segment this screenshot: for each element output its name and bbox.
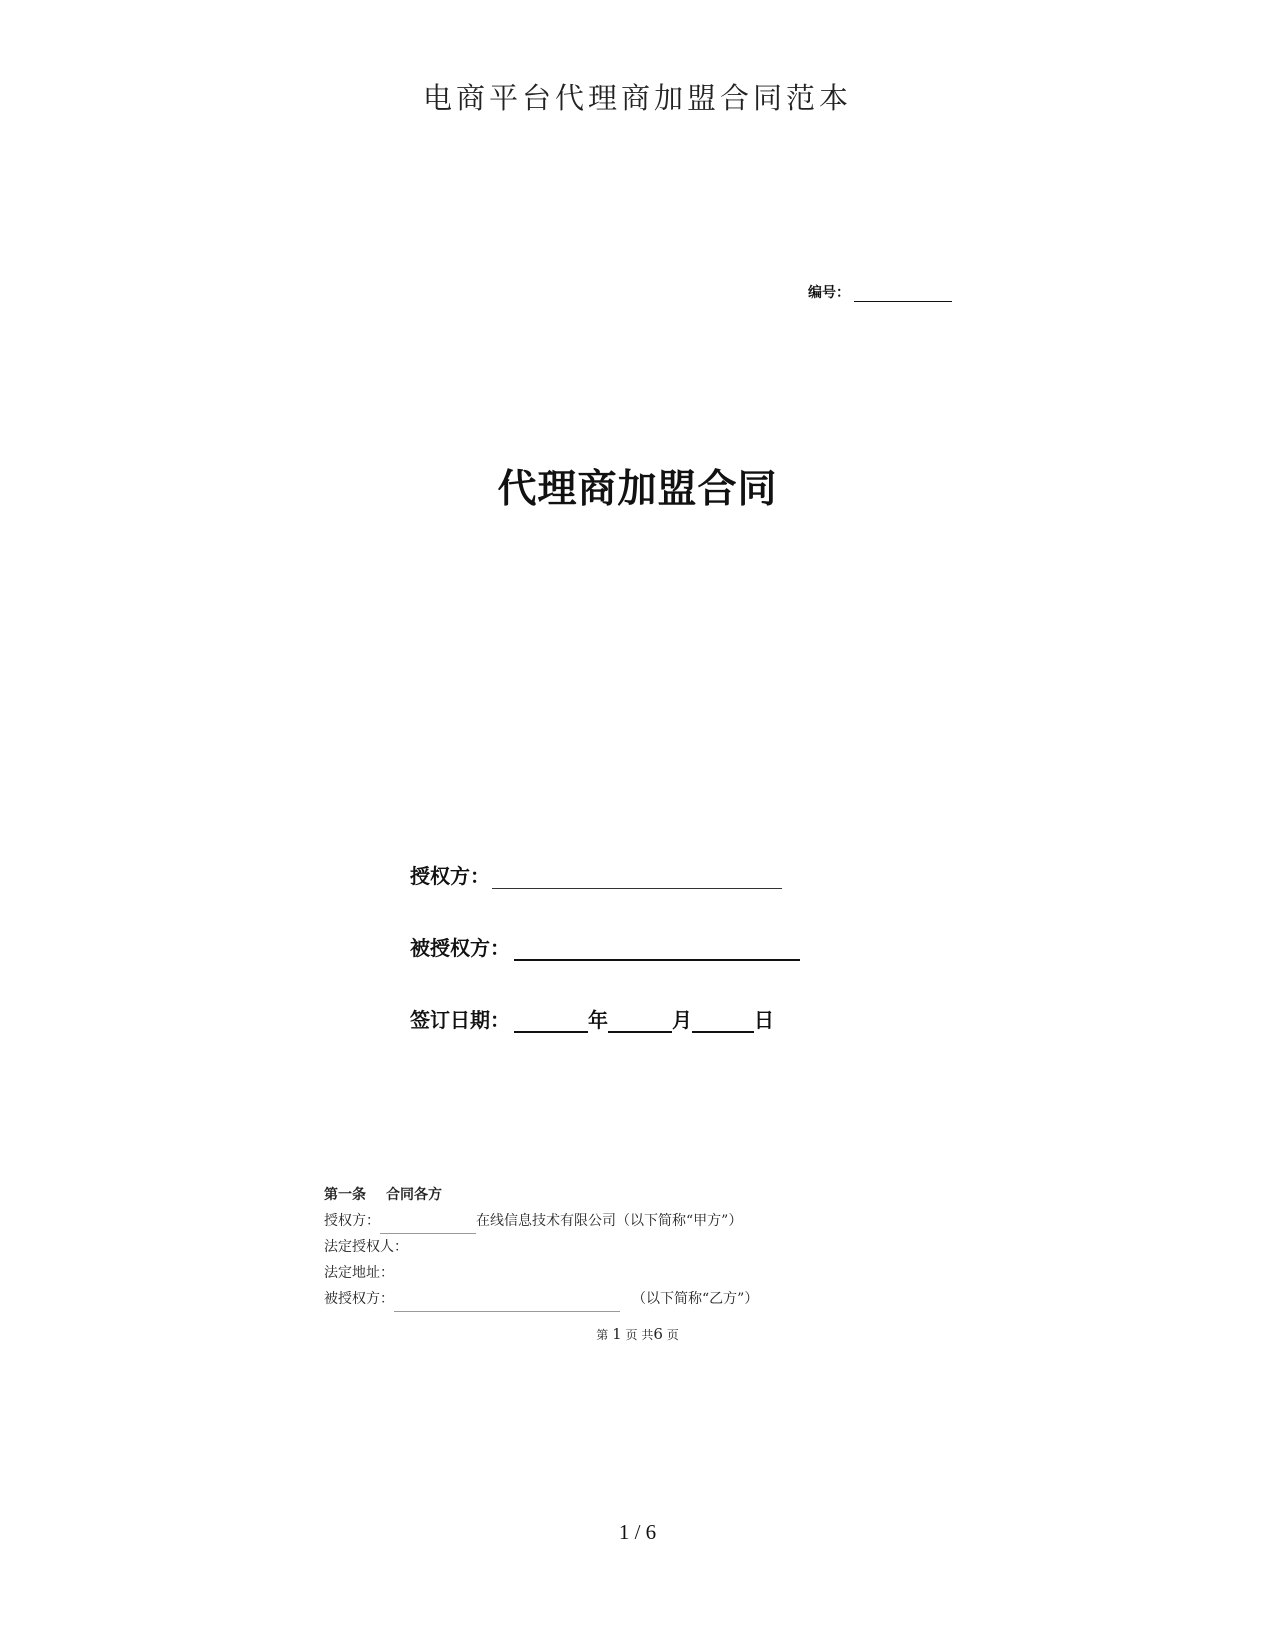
section-number: 第一条	[324, 1187, 366, 1203]
cover-grantee-field	[410, 932, 800, 961]
inner-page-counter	[0, 1325, 1275, 1343]
grantee-row	[324, 1286, 758, 1312]
year-blank	[514, 1011, 588, 1033]
counter-prefix: 第	[596, 1328, 609, 1342]
running-header: 电商平台代理商加盟合同范本	[422, 81, 852, 115]
counter-total: 6	[653, 1325, 663, 1343]
legal-address-row	[324, 1260, 758, 1286]
page-indicator: 1 / 6	[618, 1520, 657, 1544]
serial-number-blank	[854, 287, 952, 302]
grantee-alias: （以下简称“乙方”）	[632, 1291, 759, 1307]
cover-signing-date-field	[410, 1004, 774, 1033]
section-title: 合同各方	[386, 1187, 442, 1203]
cover-grantor-label: 授权方：	[410, 864, 490, 888]
grantor-row	[324, 1208, 758, 1234]
counter-mid: 页 共	[625, 1328, 654, 1342]
grantor-company: 在线信息技术有限公司（以下简称“甲方”）	[476, 1213, 743, 1229]
cover-grantor-blank	[492, 868, 782, 889]
cover-grantee-label: 被授权方：	[410, 936, 510, 960]
legal-rep-label: 法定授权人：	[324, 1239, 408, 1255]
document-title: 代理商加盟合同	[497, 467, 778, 512]
serial-number-field	[808, 282, 952, 302]
year-label: 年	[588, 1008, 608, 1032]
section-contract-parties	[324, 1182, 758, 1312]
cover-grantee-blank	[514, 939, 800, 961]
legal-rep-row	[324, 1234, 758, 1260]
counter-suffix: 页	[666, 1328, 679, 1342]
grantor-label: 授权方：	[324, 1213, 380, 1229]
cover-grantor-field	[410, 860, 782, 889]
legal-address-label: 法定地址：	[324, 1265, 394, 1281]
serial-number-label: 编号：	[808, 285, 850, 301]
month-blank	[608, 1011, 672, 1033]
cover-date-label: 签订日期：	[410, 1008, 510, 1032]
day-blank	[692, 1011, 754, 1033]
day-label: 日	[754, 1008, 774, 1032]
grantor-name-blank	[380, 1217, 476, 1234]
section-heading	[324, 1182, 758, 1208]
month-label: 月	[672, 1008, 692, 1032]
counter-current: 1	[612, 1325, 622, 1343]
grantee-label: 被授权方：	[324, 1291, 394, 1307]
grantee-name-blank	[394, 1295, 620, 1312]
